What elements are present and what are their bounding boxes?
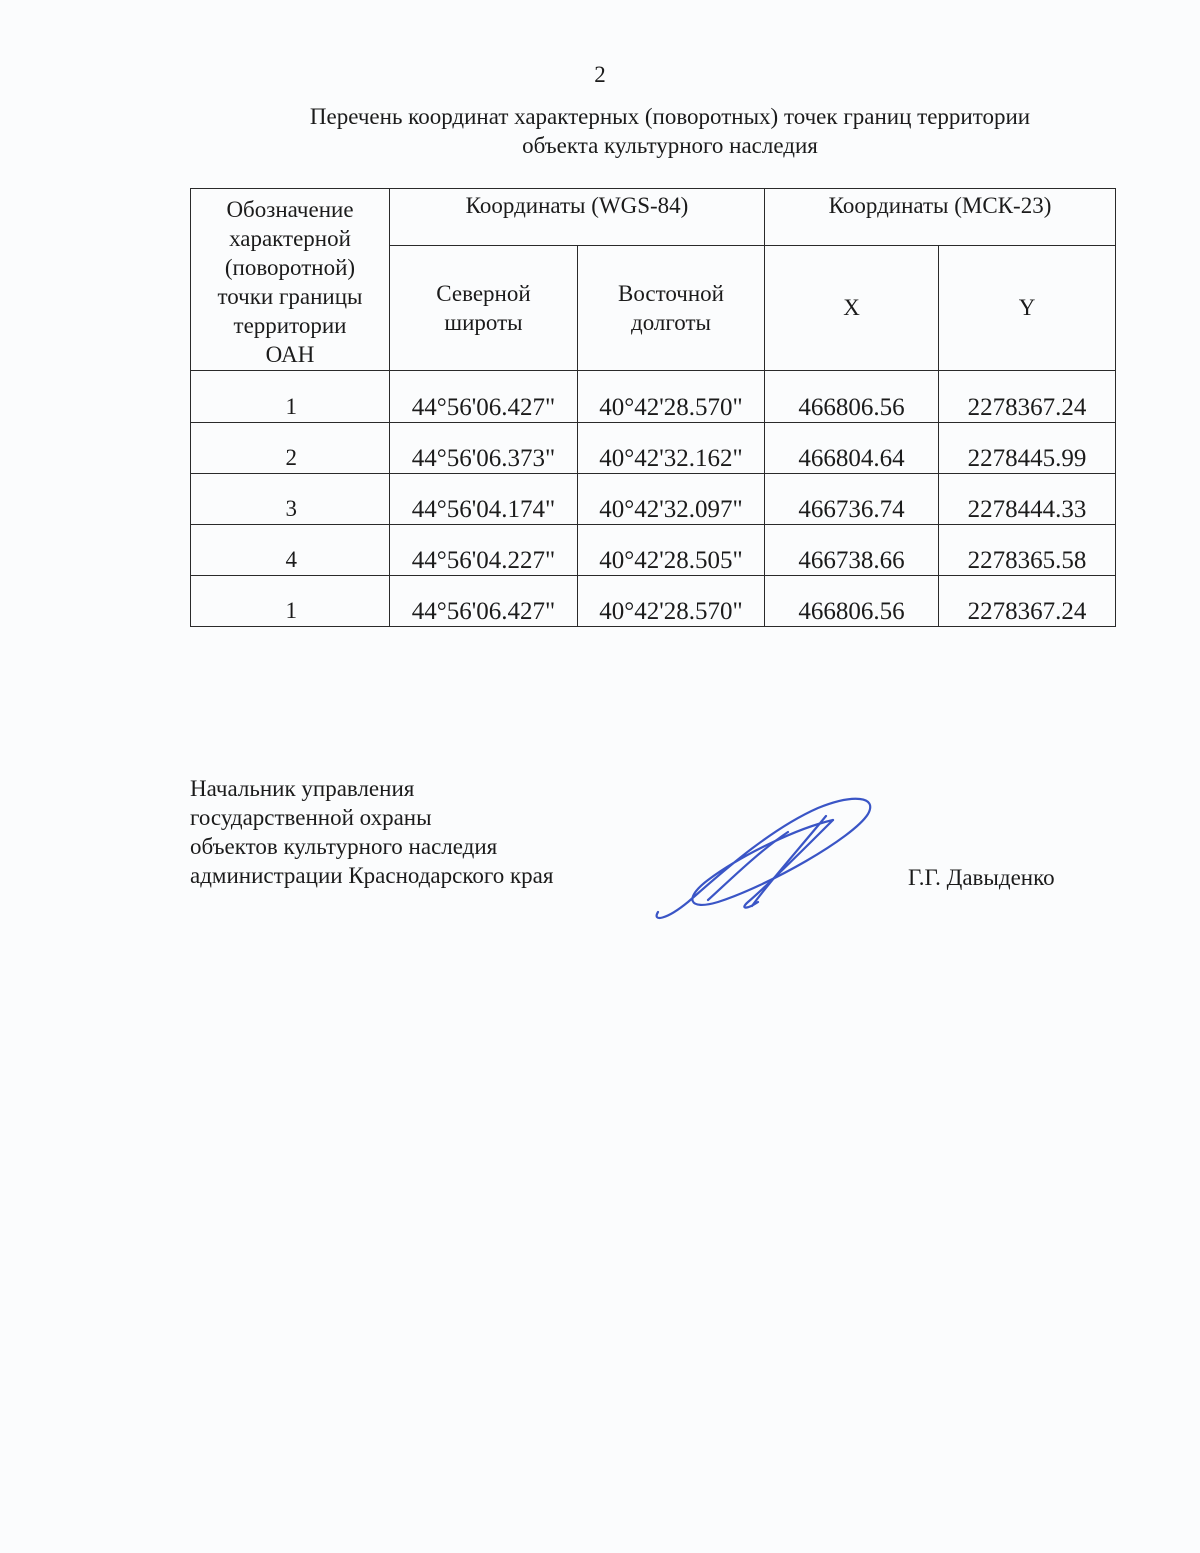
header-x: X <box>765 246 939 371</box>
x-coordinate: 466736.74 <box>765 474 939 525</box>
header-msk23-group: Координаты (МСК-23) <box>765 189 1116 246</box>
north-latitude: 44°56'06.427" <box>390 576 578 627</box>
table-row <box>191 525 1116 576</box>
x-coordinate: 466806.56 <box>765 576 939 627</box>
table-row <box>191 423 1116 474</box>
north-latitude: 44°56'06.427" <box>390 371 578 423</box>
header-east-longitude: Восточной долготы <box>578 246 765 371</box>
position-line: Начальник управления <box>190 776 415 801</box>
y-coordinate: 2278444.33 <box>939 474 1116 525</box>
point-number: 1 <box>191 576 390 627</box>
x-coordinate: 466738.66 <box>765 525 939 576</box>
y-coordinate: 2278367.24 <box>939 371 1116 423</box>
x-coordinate: 466806.56 <box>765 371 939 423</box>
point-number: 2 <box>191 423 390 474</box>
position-line: государственной охраны <box>190 805 432 830</box>
page-number: 2 <box>594 62 606 87</box>
north-latitude: 44°56'06.373" <box>390 423 578 474</box>
north-latitude: 44°56'04.227" <box>390 525 578 576</box>
east-longitude: 40°42'28.570" <box>578 576 765 627</box>
point-number: 4 <box>191 525 390 576</box>
title-line-2: объекта культурного наследия <box>522 133 818 158</box>
y-coordinate: 2278365.58 <box>939 525 1116 576</box>
x-coordinate: 466804.64 <box>765 423 939 474</box>
header-north-latitude: Северной широты <box>390 246 578 371</box>
east-longitude: 40°42'28.505" <box>578 525 765 576</box>
position-line: администрации Краснодарского края <box>190 863 554 888</box>
position-line: объектов культурного наследия <box>190 834 498 859</box>
signatory-position <box>190 774 553 890</box>
east-longitude: 40°42'32.097" <box>578 474 765 525</box>
coordinates-table <box>190 188 1116 627</box>
header-point-designation: Обозначение характерной (поворотной) точки границы территории ОАН <box>191 189 390 371</box>
y-coordinate: 2278367.24 <box>939 576 1116 627</box>
header-y: Y <box>939 246 1116 371</box>
document-title <box>160 102 1180 160</box>
north-latitude: 44°56'04.174" <box>390 474 578 525</box>
point-number: 3 <box>191 474 390 525</box>
east-longitude: 40°42'28.570" <box>578 371 765 423</box>
y-coordinate: 2278445.99 <box>939 423 1116 474</box>
signatory-name: Г.Г. Давыденко <box>908 865 1055 890</box>
title-line-1: Перечень координат характерных (поворотных) точек границ территории <box>309 104 1031 129</box>
table-row <box>191 576 1116 627</box>
header-wgs84-group: Координаты (WGS-84) <box>390 189 765 246</box>
point-number: 1 <box>191 371 390 423</box>
table-row <box>191 371 1116 423</box>
east-longitude: 40°42'32.162" <box>578 423 765 474</box>
handwritten-signature <box>648 790 888 930</box>
table-row <box>191 474 1116 525</box>
